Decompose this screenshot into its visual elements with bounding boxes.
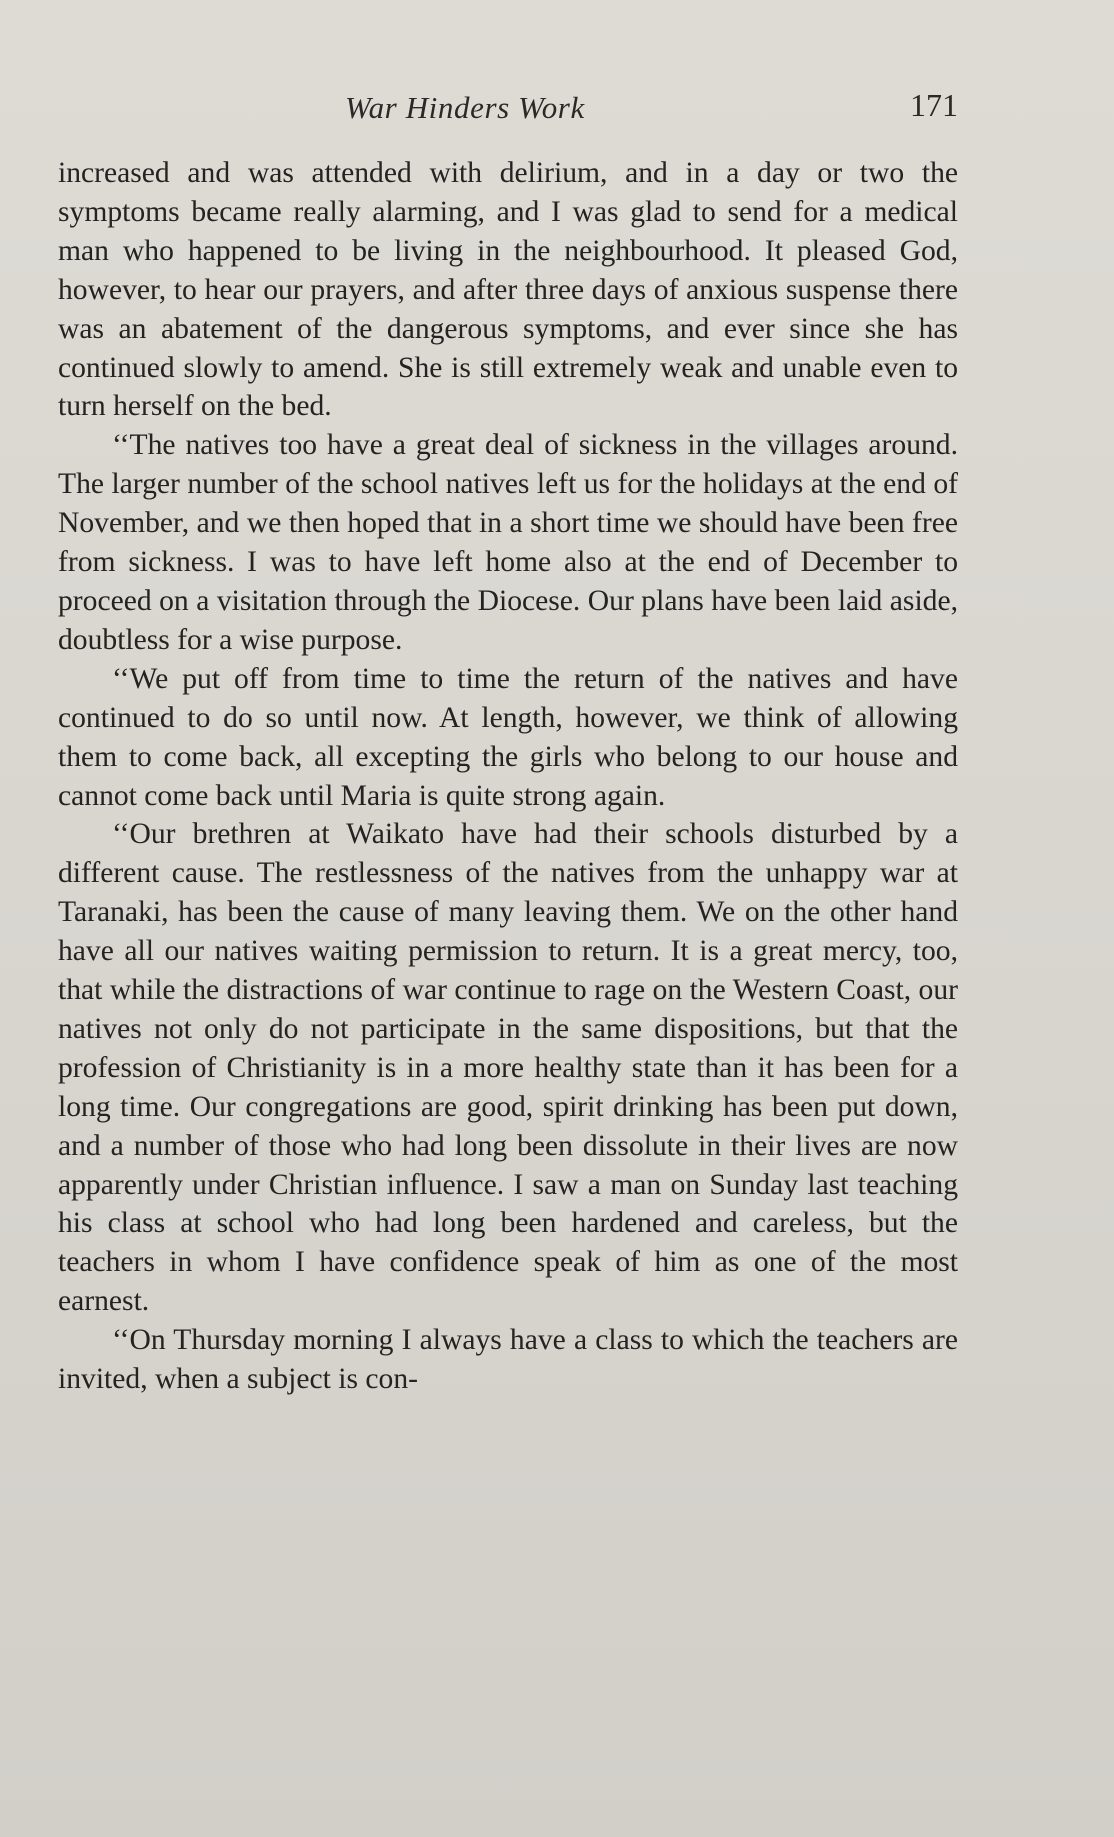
running-header (58, 82, 958, 125)
body-text (58, 154, 958, 1399)
running-title: War Hinders Work (345, 90, 585, 125)
paragraph: ‘‘We put off from time to time the return of the natives and have continued to do so until now. At length, however, we think of allowing them to come back, all excepting the girls who belong to our house and cannot come back until Maria is quite strong again. (58, 662, 958, 812)
paragraph: ‘‘Our brethren at Waikato have had their schools disturbed by a different cause. The restlessness of the natives from the unhappy war at Taranaki, has been the cause of many leaving them. We on the other hand have all our natives waiting permission to return. It is a great mercy, too, that while the distractions of war continue to rage on the Western Coast, our natives not only do not participate in the same dispositions, but that the profession of Christianity is in a more healthy state than it has been for a long time. Our congregations are good, spirit drinking has been put down, and a number of those who had long been dissolute in their lives are now apparently under Christian influence. I saw a man on Sunday last teaching his class at school who had long been hardened and careless, but the teachers in whom I have confidence speak of him as one of the most earnest. (58, 818, 958, 1318)
paragraph: increased and was attended with delirium, and in a day or two the symptoms became really alarming, and I was glad to send for a medical man who happened to be living in the neighbourhood. It pleased God, however, to hear our prayers, and after three days of anxious suspense there was an abatement of the dangerous symptoms, and ever since she has continued slowly to amend. She is still extremely weak and unable even to turn herself on the bed. (58, 157, 958, 423)
paragraph: ‘‘On Thursday morning I always have a class to which the teachers are invited, when a subject is con- (58, 1324, 958, 1396)
page-number: 171 (910, 87, 958, 123)
paragraph: ‘‘The natives too have a great deal of sickness in the villages around. The larger number of the school natives left us for the holidays at the end of November, and we then hoped that in a short time we should have been free from sickness. I was to have left home also at the end of December to proceed on a visitation through the Diocese. Our plans have been laid aside, doubtless for a wise purpose. (58, 429, 958, 656)
